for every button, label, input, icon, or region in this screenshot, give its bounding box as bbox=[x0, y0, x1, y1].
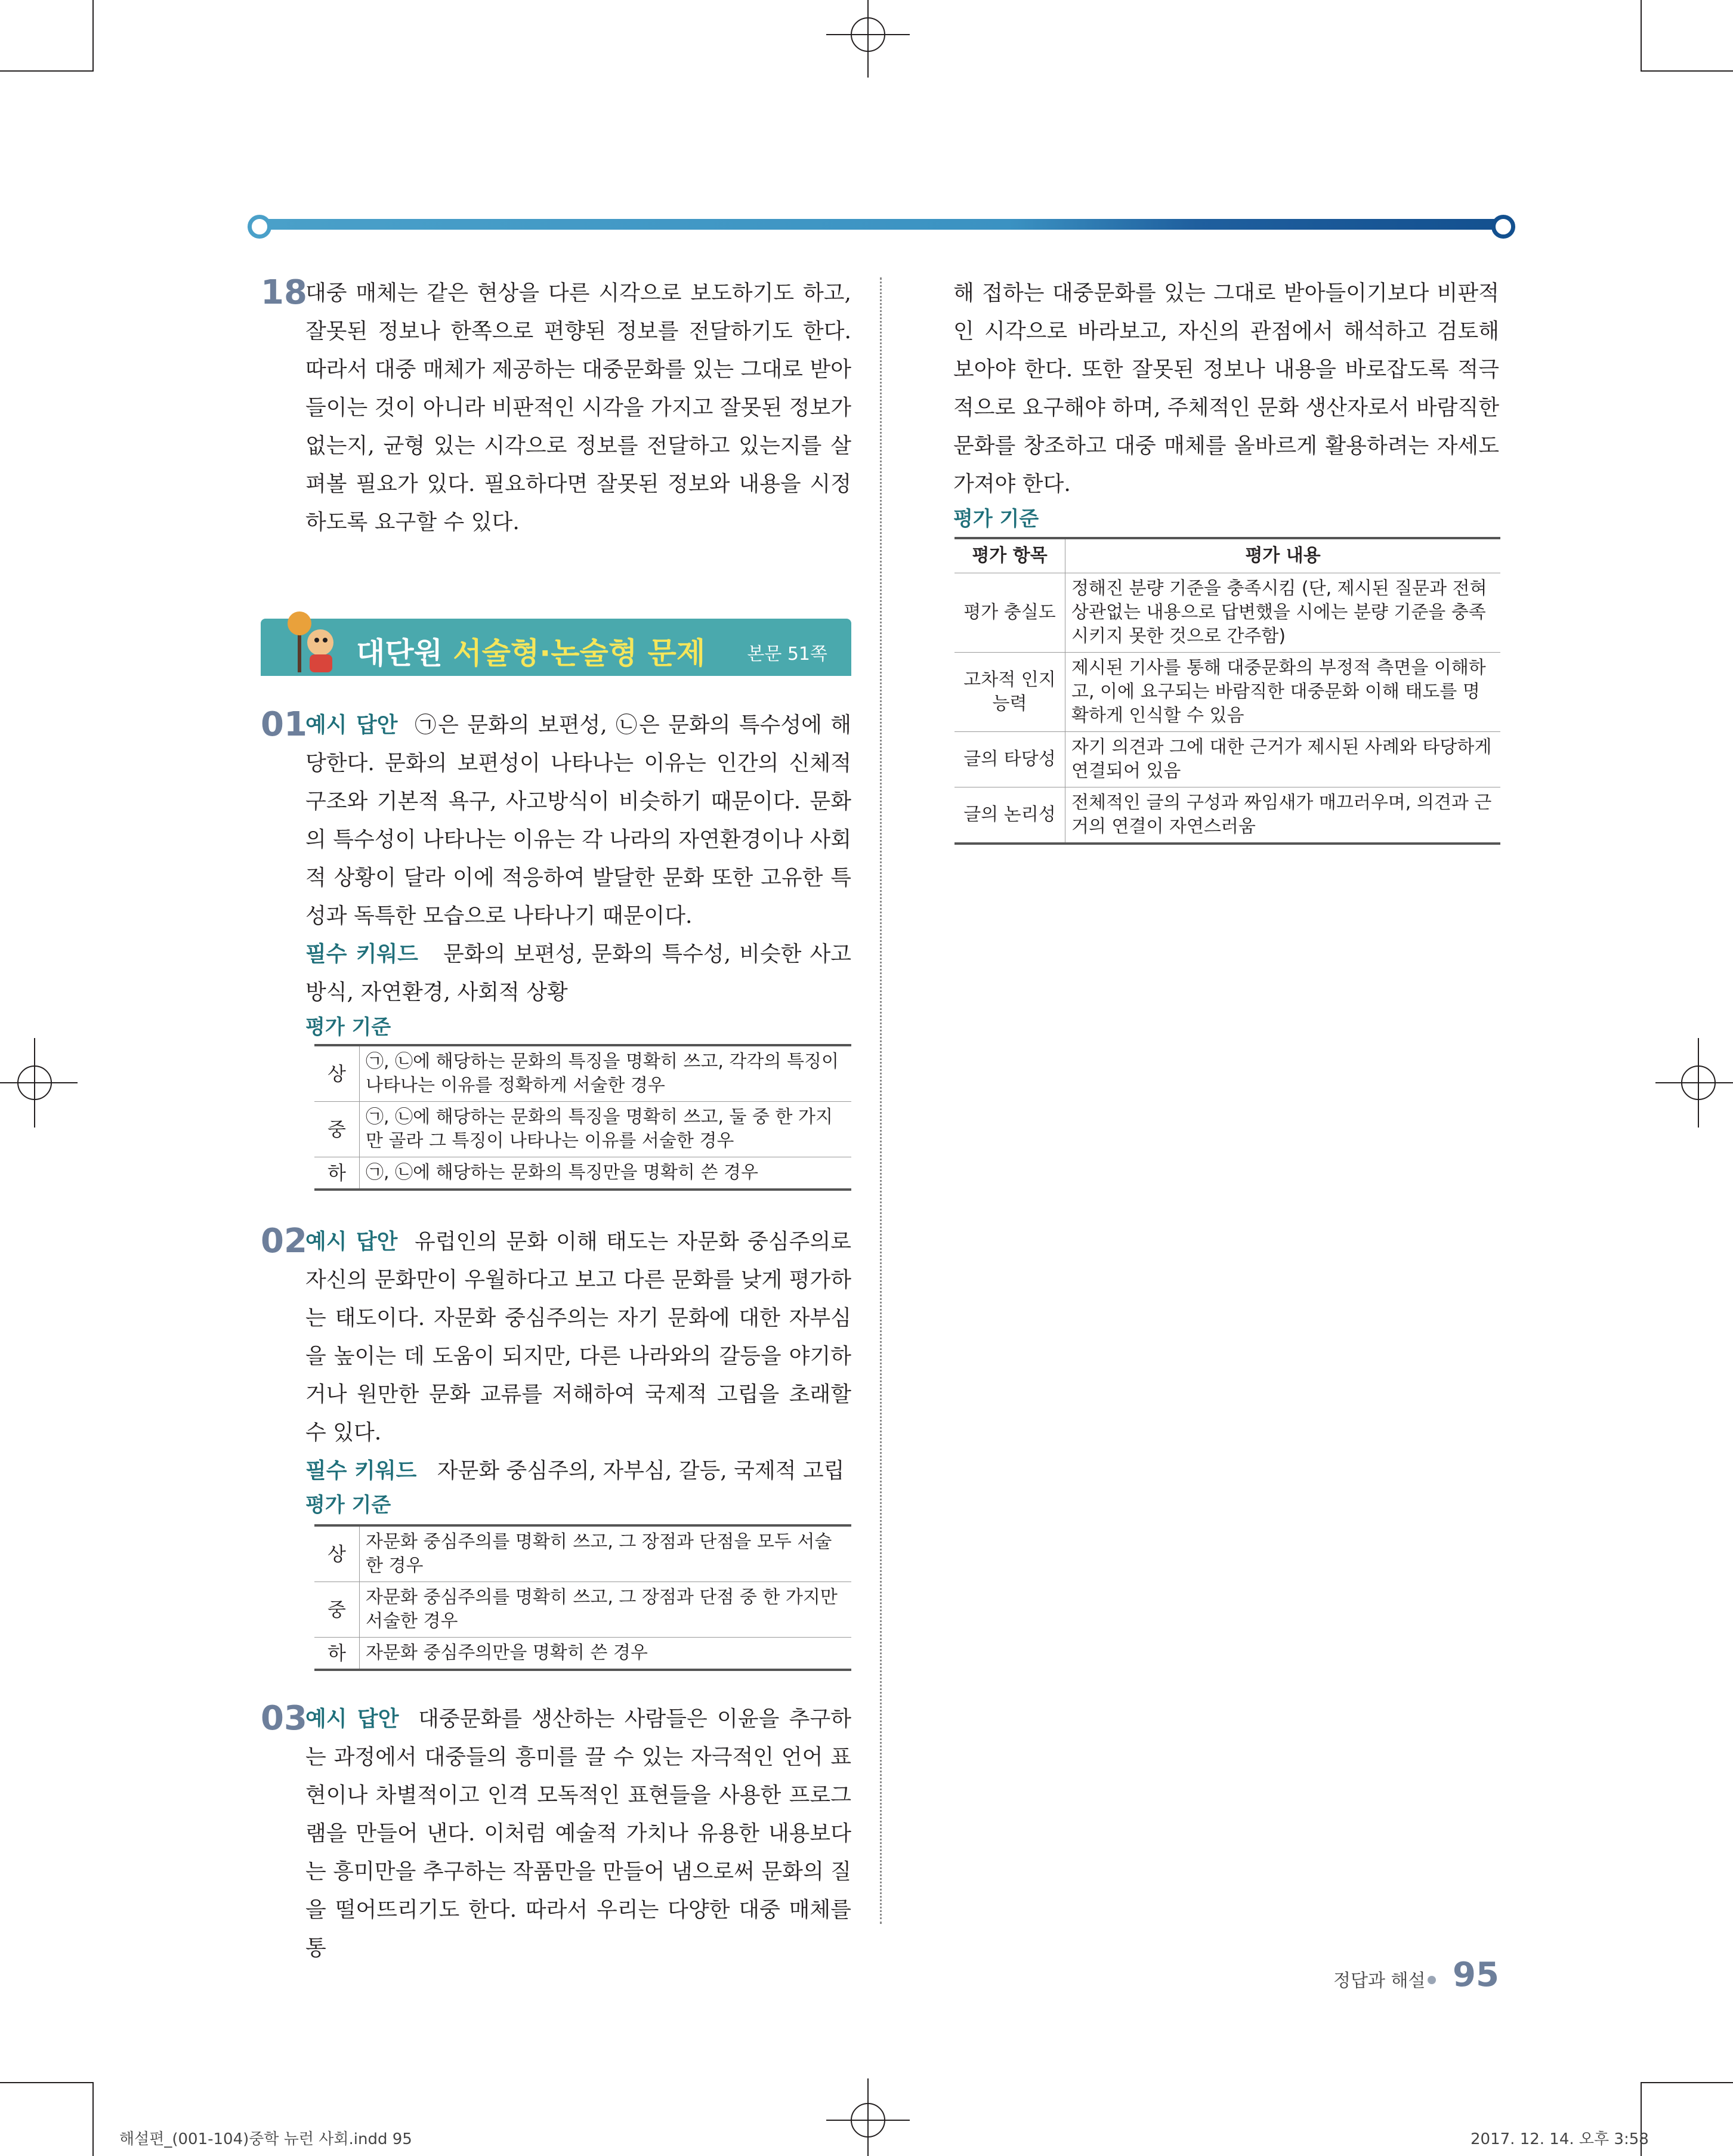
q02-criteria-label: 평가 기준 bbox=[305, 1493, 391, 1517]
table-row bbox=[314, 1157, 851, 1190]
criteria-desc: 자문화 중심주의를 명확히 쓰고, 그 장점과 단점을 모두 서술한 경우 bbox=[360, 1525, 852, 1582]
question-number-02: 02 bbox=[261, 1222, 307, 1261]
table-row bbox=[954, 732, 1500, 787]
q03-answer-right: 해 접하는 대중문화를 있는 그대로 받아들이기보다 비판적인 시각으로 바라보고, 자신의 관점에서 해석하고 검토해 보아야 한다. 또한 잘못된 정보나 내용을 바로잡도록 적극적으로 요구해야 하며, 주체적인 문화 생산자로서 바람직한 문화를 창조하고 대중 매체를 올바르게 활용하려는 자세도 가져야 한다. bbox=[953, 281, 1499, 496]
registration-mark-left bbox=[0, 1038, 84, 1128]
q01-answer-block bbox=[305, 706, 851, 1012]
q01-keywords: 문화의 보편성, 문화의 특수성, 비슷한 사고방식, 자연환경, 사회적 상황 bbox=[305, 942, 851, 1005]
table-row bbox=[314, 1638, 851, 1670]
q01-answer-label: 예시 답안 bbox=[305, 713, 398, 737]
banner-page-ref: 본문 51쪽 bbox=[747, 644, 827, 665]
eval-item: 평가 충실도 bbox=[954, 573, 1065, 653]
criteria-desc: ㉠, ㉡에 해당하는 문화의 특징을 명확히 쓰고, 둘 중 한 가지만 골라 그 특징이 나타나는 이유를 서술한 경우 bbox=[360, 1102, 852, 1157]
q03-answer-block bbox=[305, 1700, 851, 1967]
criteria-desc: 자문화 중심주의를 명확히 쓰고, 그 장점과 단점 중 한 가지만 서술한 경우 bbox=[360, 1582, 852, 1638]
banner-title bbox=[356, 629, 705, 672]
criteria-level: 상 bbox=[314, 1525, 360, 1582]
table-row bbox=[954, 653, 1500, 732]
eval-desc: 정해진 분량 기준을 충족시킴 (단, 제시된 질문과 전혀 상관없는 내용으로 답변했을 시에는 분량 기준을 충족시키지 못한 것으로 간주함) bbox=[1065, 573, 1501, 653]
table-row bbox=[314, 1045, 851, 1102]
criteria-level: 하 bbox=[314, 1157, 360, 1190]
question-number-03: 03 bbox=[261, 1699, 307, 1738]
q18-text: 대중 매체는 같은 현상을 다른 시각으로 보도하기도 하고, 잘못된 정보나 한쪽으로 편향된 정보를 전달하기도 한다. 따라서 대중 매체가 제공하는 대중문화를 있는 그대로 받아들이는 것이 아니라 비판적인 시각을 가지고 잘못된 정보가 없는지, 균형 있는 시각으로 정보를 전달하고 있는지를 살펴볼 필요가 있다. 필요하다면 잘못된 정보와 내용을 시정하도록 요구할 수 있다. bbox=[305, 281, 851, 535]
registration-mark-right bbox=[1649, 1038, 1733, 1128]
mascot-icon bbox=[285, 607, 338, 676]
table-row bbox=[314, 1582, 851, 1638]
q02-keywords-label: 필수 키워드 bbox=[305, 1459, 417, 1483]
q01-answer: ㉠은 문화의 보편성, ㉡은 문화의 특수성에 해당한다. 문화의 보편성이 나타나는 이유는 인간의 신체적 구조와 기본적 욕구, 사고방식이 비슷하기 때문이다. 문화의 특수성이 나타나는 이유는 각 나라의 자연환경이나 사회적 상황이 달라 이에 적응하여 발달한 문화 또한 고유한 특성과 독특한 모습으로 나타나기 때문이다. bbox=[305, 713, 851, 928]
table-header-row bbox=[954, 538, 1500, 573]
question-number-18: 18 bbox=[261, 273, 307, 312]
criteria-level: 상 bbox=[314, 1045, 360, 1102]
slug-file: 해설편_(001-104)중학 뉴런 사회.indd 95 bbox=[119, 2130, 412, 2148]
section-banner bbox=[261, 619, 851, 676]
table-row bbox=[954, 573, 1500, 653]
table-row bbox=[954, 787, 1500, 844]
criteria-level: 중 bbox=[314, 1102, 360, 1157]
banner-title-highlight: 서술형·논술형 문제 bbox=[453, 636, 706, 671]
registration-mark-top bbox=[826, 0, 910, 84]
criteria-desc: ㉠, ㉡에 해당하는 문화의 특징만을 명확히 쓴 경우 bbox=[360, 1157, 852, 1190]
header-bar-left-dot bbox=[248, 215, 271, 239]
q01-keywords-label: 필수 키워드 bbox=[305, 942, 418, 966]
q02-answer: 유럽인의 문화 이해 태도는 자문화 중심주의로 자신의 문화만이 우월하다고 보고 다른 문화를 낮게 평가하는 태도이다. 자문화 중심주의는 자기 문화에 대한 자부심을 높이는 데 도움이 되지만, 다른 나라와의 갈등을 야기하거나 원만한 문화 교류를 저해하여 국제적 고립을 초래할 수 있다. bbox=[305, 1230, 851, 1445]
q03-evaluation-table bbox=[954, 537, 1500, 845]
header-bar bbox=[257, 219, 1509, 230]
question-number-01: 01 bbox=[261, 705, 307, 744]
table-row bbox=[314, 1525, 851, 1582]
q01-criteria-label: 평가 기준 bbox=[305, 1015, 391, 1039]
q02-keywords: 자문화 중심주의, 자부심, 갈등, 국제적 고립 bbox=[437, 1459, 845, 1483]
eval-desc: 전체적인 글의 구성과 짜임새가 매끄러우며, 의견과 근거의 연결이 자연스러움 bbox=[1065, 787, 1501, 844]
q03-answer-label: 예시 답안 bbox=[305, 1707, 399, 1731]
criteria-desc: 자문화 중심주의만을 명확히 쓴 경우 bbox=[360, 1638, 852, 1670]
q01-criteria-table bbox=[314, 1044, 851, 1191]
criteria-desc: ㉠, ㉡에 해당하는 문화의 특징을 명확히 쓰고, 각각의 특징이 나타나는 이유를 정확하게 서술한 경우 bbox=[360, 1045, 852, 1102]
q03-criteria-label: 평가 기준 bbox=[953, 507, 1039, 531]
footer-section: 정답과 해설 bbox=[1333, 1970, 1426, 1991]
criteria-level: 중 bbox=[314, 1582, 360, 1638]
footer-dot bbox=[1428, 1976, 1436, 1984]
page-number: 95 bbox=[1453, 1956, 1499, 1994]
eval-desc: 제시된 기사를 통해 대중문화의 부정적 측면을 이해하고, 이에 요구되는 바람직한 대중문화 이해 태도를 명확하게 인식할 수 있음 bbox=[1065, 653, 1501, 732]
eval-desc: 자기 의견과 그에 대한 근거가 제시된 사례와 타당하게 연결되어 있음 bbox=[1065, 732, 1501, 787]
banner-title-prefix: 대단원 bbox=[356, 636, 443, 671]
eval-item: 글의 타당성 bbox=[954, 732, 1065, 787]
slug-date: 2017. 12. 14. 오후 3:58 bbox=[1471, 2130, 1649, 2148]
header-bar-right-dot bbox=[1491, 215, 1515, 239]
eval-item: 글의 논리성 bbox=[954, 787, 1065, 844]
table-header-item: 평가 항목 bbox=[954, 538, 1065, 573]
q02-criteria-table bbox=[314, 1524, 851, 1671]
registration-mark-bottom bbox=[826, 2072, 910, 2156]
q03-answer-left: 대중문화를 생산하는 사람들은 이윤을 추구하는 과정에서 대중들의 흥미를 끌 수 있는 자극적인 언어 표현이나 차별적이고 인격 모독적인 표현들을 사용한 프로그램을 만들어 낸다. 이처럼 예술적 가치나 유용한 내용보다는 흥미만을 추구하는 작품만을 만들어 냄으로써 문화의 질을 떨어뜨리기도 한다. 따라서 우리는 다양한 대중 매체를 통 bbox=[305, 1707, 852, 1960]
column-divider bbox=[880, 277, 882, 1924]
q02-answer-label: 예시 답안 bbox=[305, 1230, 398, 1254]
table-row bbox=[314, 1102, 851, 1157]
table-header-content: 평가 내용 bbox=[1065, 538, 1501, 573]
q02-answer-block bbox=[305, 1223, 851, 1490]
eval-item: 고차적 인지 능력 bbox=[954, 653, 1065, 732]
criteria-level: 하 bbox=[314, 1638, 360, 1670]
